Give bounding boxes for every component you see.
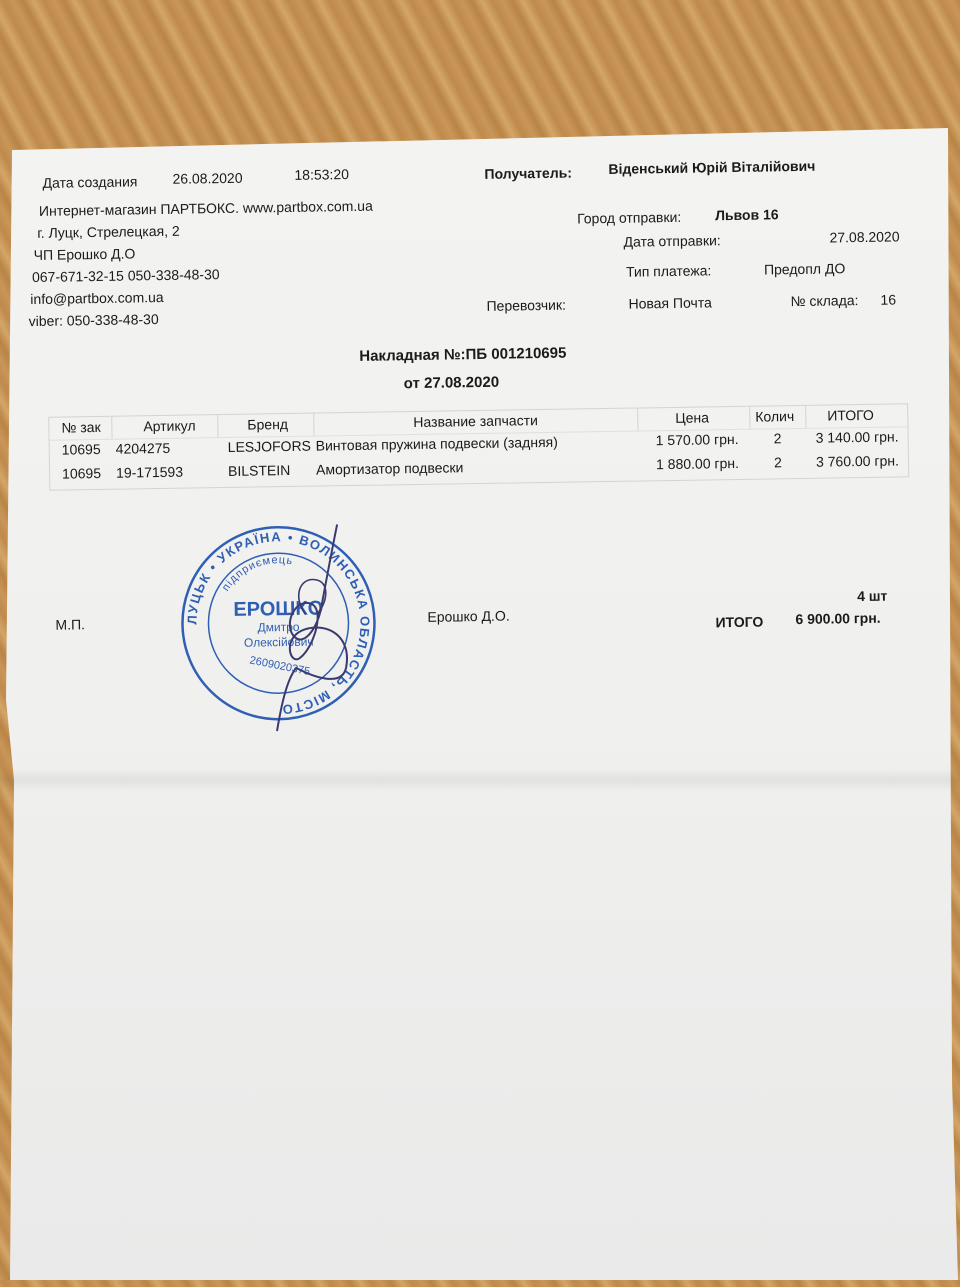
row2-total: 3 760.00 грн. (815, 452, 900, 470)
signature-stroke (274, 525, 348, 730)
city-label: Город отправки: (577, 208, 682, 227)
total-qty: 4 шт (857, 587, 888, 605)
invoice-date: от 27.08.2020 (403, 373, 500, 393)
seller-line-6: viber: 050-338-48-30 (28, 311, 159, 330)
mp-label: М.П. (55, 616, 86, 633)
total-label: ИТОГО (715, 613, 764, 631)
col-price: Цена (675, 409, 710, 426)
seller-line-1: Интернет-магазин ПАРТБОКС. www.partbox.com.ua (38, 197, 373, 219)
warehouse-value: 16 (880, 291, 897, 308)
row2-price: 1 880.00 грн. (655, 454, 740, 473)
row1-brand: LESJOFORS (227, 437, 312, 455)
row1-article: 4204275 (115, 439, 171, 457)
handwritten-signature (232, 517, 375, 739)
stamp-name: ЕРОШКО (233, 597, 324, 621)
row2-article: 19-171593 (115, 463, 184, 481)
stamp-inner-text: підприємець (219, 554, 295, 594)
signature-loop (298, 579, 326, 614)
seller-line-5: info@partbox.com.ua (30, 288, 164, 308)
col-order: № зак (61, 418, 101, 436)
city-value: Львов 16 (715, 206, 779, 224)
col-total: ИТОГО (827, 406, 874, 424)
payment-value: Предопл ДО (763, 260, 846, 278)
items-table (48, 403, 909, 490)
created-time: 18:53:20 (294, 166, 350, 183)
stamp-first-name: Дмитро (257, 619, 300, 635)
invoice-title: Накладная №:ПБ 001210695 (359, 344, 567, 365)
total-value: 6 900.00 грн. (795, 609, 881, 628)
stamp-patronymic: Олексійович (243, 634, 314, 650)
seller-line-3: ЧП Ерошко Д.О (33, 245, 136, 263)
carrier-value: Новая Почта (628, 294, 712, 312)
ship-date-label: Дата отправки: (623, 232, 721, 250)
recipient-name: Вiденський Юрiй Вiталiйович (608, 157, 816, 177)
recipient-label: Получатель: (484, 164, 573, 182)
seller-line-4: 067-671-32-15 050-338-48-30 (31, 266, 220, 286)
created-label: Дата создания (42, 173, 138, 191)
signer-name: Ерошко Д.О. (427, 607, 510, 625)
stamp-outer-text: ЛУЦЬК • УКРАЇНА • ВОЛИНСЬКА ОБЛАСТЬ, МІСТО (184, 529, 373, 718)
col-qty: Колич (755, 408, 795, 425)
warehouse-label: № склада: (790, 292, 859, 310)
row1-qty: 2 (773, 430, 782, 447)
row1-total: 3 140.00 грн. (815, 428, 899, 446)
seller-line-2: г. Луцк, Стрелецкая, 2 (37, 222, 180, 241)
row1-part-name: Винтовая пружина подвески (задняя) (315, 433, 558, 454)
col-brand: Бренд (247, 416, 289, 433)
ship-date-value: 27.08.2020 (829, 228, 900, 246)
payment-label: Тип платежа: (625, 262, 712, 280)
col-part-name: Название запчасти (413, 412, 539, 431)
created-date: 26.08.2020 (172, 169, 243, 187)
row2-order: 10695 (61, 464, 102, 482)
row1-order: 10695 (61, 440, 101, 458)
row2-brand: BILSTEIN (227, 461, 291, 479)
col-article: Артикул (143, 417, 196, 435)
carrier-label: Перевозчик: (486, 296, 567, 314)
row2-qty: 2 (773, 454, 782, 471)
stamp-code: 2609020375 (248, 654, 311, 679)
row2-part-name: Амортизатор подвески (315, 459, 464, 478)
row1-price: 1 570.00 грн. (655, 430, 739, 449)
